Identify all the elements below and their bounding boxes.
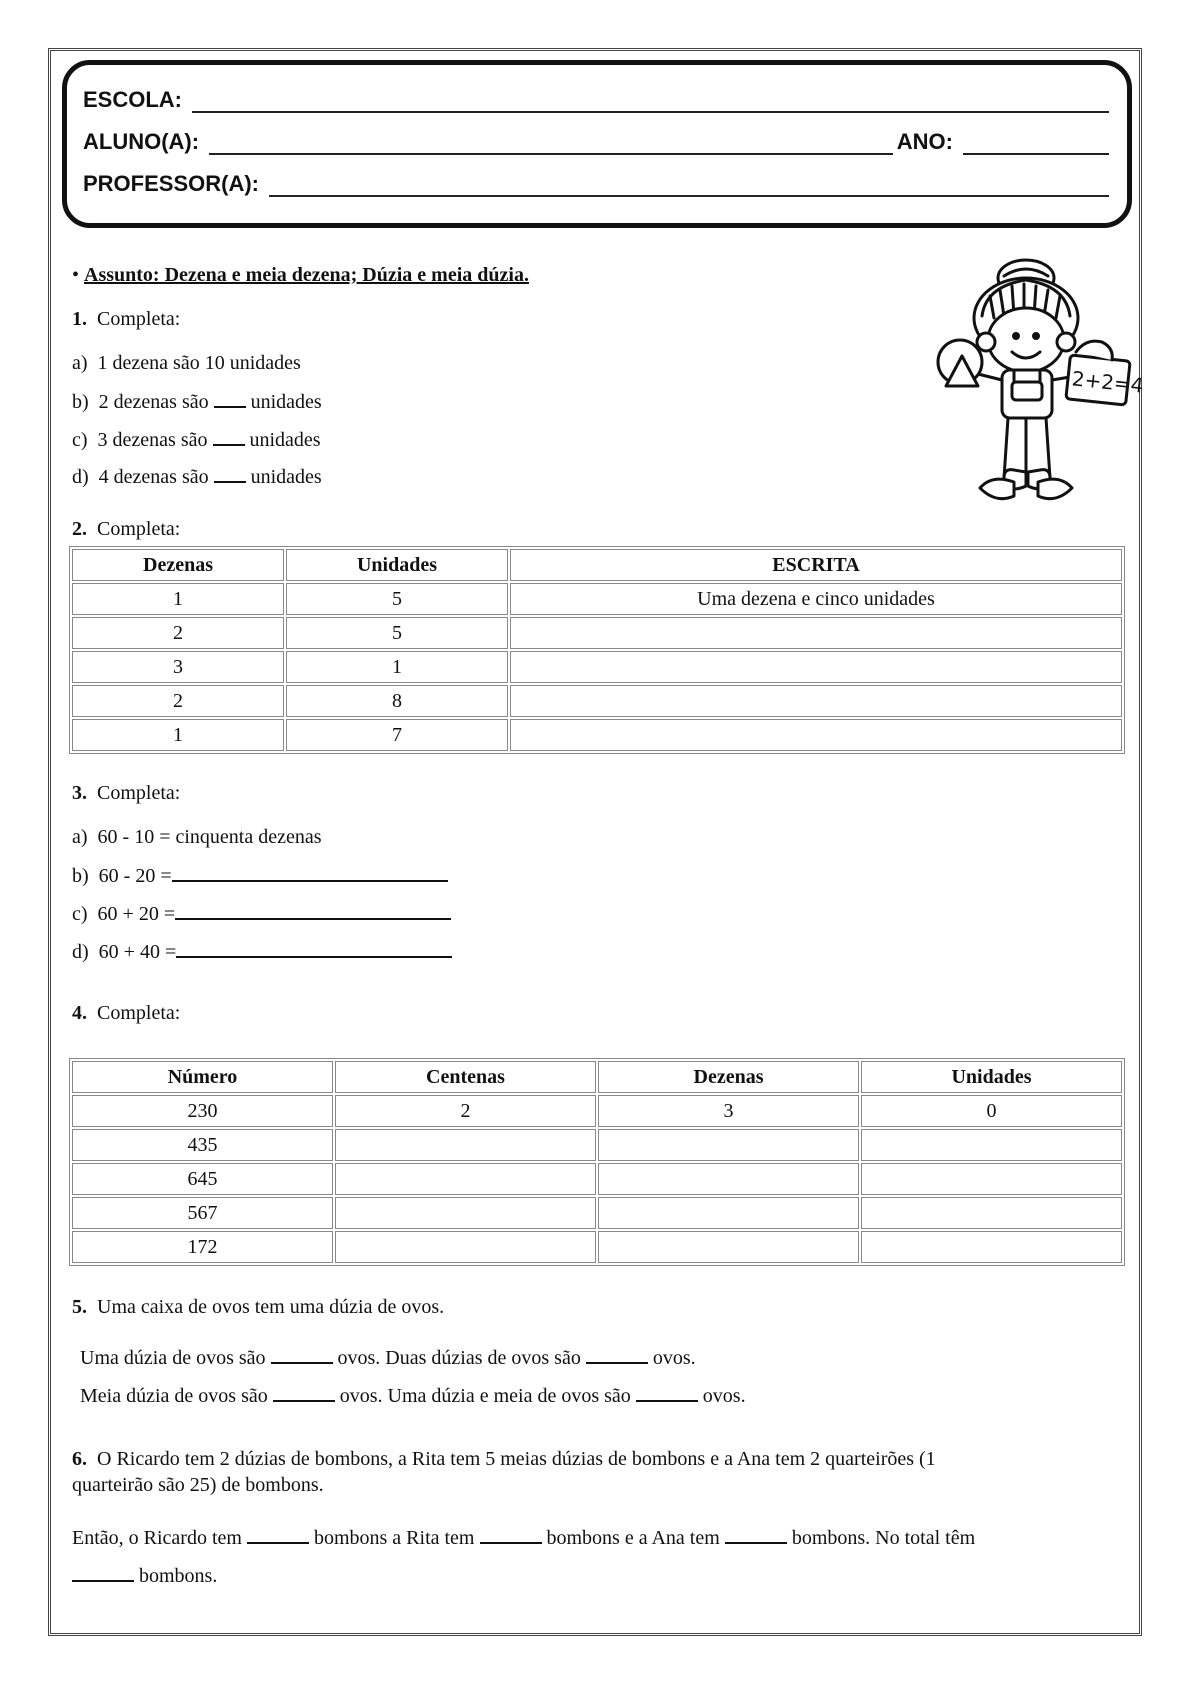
item-text: unidades bbox=[250, 391, 322, 413]
answer-blank[interactable] bbox=[725, 1526, 787, 1544]
item-letter: a) bbox=[72, 826, 88, 848]
table-header-row bbox=[72, 549, 1122, 581]
q3-number: 3. bbox=[72, 782, 87, 804]
q3-item-c bbox=[72, 902, 451, 926]
answer-cell[interactable] bbox=[861, 1163, 1122, 1195]
item-text: 60 - 10 = cinquenta dezenas bbox=[97, 826, 322, 848]
item-text: Uma dúzia de ovos são bbox=[80, 1347, 266, 1369]
q5-title: Uma caixa de ovos tem uma dúzia de ovos. bbox=[97, 1296, 445, 1318]
bullet-icon: • bbox=[72, 264, 80, 286]
item-text: ovos. Uma dúzia e meia de ovos são bbox=[339, 1385, 631, 1407]
table-cell: 3 bbox=[72, 651, 284, 683]
girl-illustration-icon bbox=[916, 256, 1145, 516]
item-letter: b) bbox=[72, 865, 89, 887]
answer-blank[interactable] bbox=[213, 428, 245, 446]
item-letter: c) bbox=[72, 429, 88, 451]
answer-cell[interactable] bbox=[598, 1129, 859, 1161]
table-cell: 5 bbox=[286, 617, 508, 649]
item-text: 60 - 20 = bbox=[98, 865, 172, 887]
table-cell: 230 bbox=[72, 1095, 333, 1127]
answer-cell[interactable] bbox=[335, 1163, 596, 1195]
answer-blank[interactable] bbox=[247, 1526, 309, 1544]
school-row bbox=[83, 87, 1109, 113]
header-box bbox=[62, 60, 1132, 228]
table-cell: 1 bbox=[286, 651, 508, 683]
q6-answer-line-1 bbox=[72, 1526, 975, 1550]
table-cell: 2 bbox=[72, 685, 284, 717]
q3-item-a bbox=[72, 826, 322, 849]
q4-title: Completa: bbox=[97, 1002, 181, 1024]
table-cell: 7 bbox=[286, 719, 508, 751]
table-cell: 3 bbox=[598, 1095, 859, 1127]
answer-cell[interactable] bbox=[335, 1231, 596, 1263]
q2-title: Completa: bbox=[97, 518, 181, 540]
answer-blank[interactable] bbox=[214, 390, 246, 408]
q1-heading bbox=[72, 308, 180, 331]
col-header: Centenas bbox=[335, 1061, 596, 1093]
q3-title: Completa: bbox=[97, 782, 181, 804]
table-cell: 0 bbox=[861, 1095, 1122, 1127]
item-text: unidades bbox=[250, 466, 322, 488]
col-header: Número bbox=[72, 1061, 333, 1093]
answer-cell[interactable] bbox=[335, 1197, 596, 1229]
table-cell: 645 bbox=[72, 1163, 333, 1195]
q1-title: Completa: bbox=[97, 308, 181, 330]
table-cell: Uma dezena e cinco unidades bbox=[510, 583, 1122, 615]
answer-blank[interactable] bbox=[72, 1564, 134, 1582]
q3-item-b bbox=[72, 864, 448, 888]
q5-line-2 bbox=[80, 1384, 746, 1408]
q2-number: 2. bbox=[72, 518, 87, 540]
item-text: unidades bbox=[249, 429, 321, 451]
answer-blank[interactable] bbox=[214, 465, 246, 483]
answer-blank[interactable] bbox=[175, 902, 451, 920]
item-text: 60 + 40 = bbox=[98, 941, 177, 963]
q3-item-d bbox=[72, 940, 452, 964]
item-text: Meia dúzia de ovos são bbox=[80, 1385, 268, 1407]
item-text: bombons. bbox=[139, 1565, 218, 1587]
q1-item-a bbox=[72, 352, 301, 375]
table-cell: 172 bbox=[72, 1231, 333, 1263]
table-header-row bbox=[72, 1061, 1122, 1093]
table-row bbox=[72, 1231, 1122, 1263]
item-letter: b) bbox=[72, 391, 89, 413]
q5-heading bbox=[72, 1296, 444, 1319]
teacher-label: PROFESSOR(A): bbox=[83, 171, 259, 196]
teacher-field[interactable] bbox=[269, 177, 1109, 197]
student-row bbox=[83, 129, 1109, 155]
q6-line-2 bbox=[72, 1474, 324, 1497]
subject-text: Assunto: Dezena e meia dezena; Dúzia e meia dúzia. bbox=[84, 264, 529, 286]
col-header: Unidades bbox=[286, 549, 508, 581]
school-field[interactable] bbox=[192, 93, 1109, 113]
q6-line-1 bbox=[72, 1448, 936, 1471]
answer-cell[interactable] bbox=[510, 651, 1122, 683]
item-text: Então, o Ricardo tem bbox=[72, 1527, 242, 1549]
year-field[interactable] bbox=[963, 135, 1109, 155]
answer-cell[interactable] bbox=[598, 1231, 859, 1263]
answer-cell[interactable] bbox=[510, 719, 1122, 751]
table-cell: 567 bbox=[72, 1197, 333, 1229]
q1-item-b bbox=[72, 390, 322, 414]
item-text: bombons a Rita tem bbox=[313, 1527, 475, 1549]
q6-text: O Ricardo tem 2 dúzias de bombons, a Rita tem 5 meias dúzias de bombons e a Ana tem 2 quarteirões (1 bbox=[97, 1448, 936, 1470]
table-cell: 435 bbox=[72, 1129, 333, 1161]
table-cell: 5 bbox=[286, 583, 508, 615]
answer-cell[interactable] bbox=[335, 1129, 596, 1161]
year-label: ANO: bbox=[896, 129, 953, 154]
q6-text: quarteirão são 25) de bombons. bbox=[72, 1474, 324, 1496]
answer-cell[interactable] bbox=[510, 617, 1122, 649]
col-header: ESCRITA bbox=[510, 549, 1122, 581]
item-letter: d) bbox=[72, 466, 89, 488]
answer-cell[interactable] bbox=[510, 685, 1122, 717]
board-text: 2+2=4 bbox=[1070, 366, 1145, 398]
answer-blank[interactable] bbox=[273, 1384, 335, 1402]
q5-number: 5. bbox=[72, 1296, 87, 1318]
q2-heading bbox=[72, 518, 180, 541]
subject-line bbox=[72, 264, 529, 287]
q3-heading bbox=[72, 782, 180, 805]
col-header: Unidades bbox=[861, 1061, 1122, 1093]
answer-cell[interactable] bbox=[598, 1197, 859, 1229]
item-text: 1 dezena são 10 unidades bbox=[97, 352, 301, 374]
table-cell: 2 bbox=[72, 617, 284, 649]
q4-heading bbox=[72, 1002, 180, 1025]
table-row bbox=[72, 617, 1122, 649]
item-letter: c) bbox=[72, 903, 88, 925]
answer-blank[interactable] bbox=[271, 1346, 333, 1364]
student-field[interactable] bbox=[209, 135, 893, 155]
q4-table bbox=[69, 1058, 1125, 1266]
q6-number: 6. bbox=[72, 1448, 87, 1470]
table-cell: 2 bbox=[335, 1095, 596, 1127]
item-letter: a) bbox=[72, 352, 88, 374]
answer-blank[interactable] bbox=[586, 1346, 648, 1364]
item-text: 4 dezenas são bbox=[98, 466, 209, 488]
table-row bbox=[72, 685, 1122, 717]
answer-cell[interactable] bbox=[861, 1231, 1122, 1263]
answer-blank[interactable] bbox=[176, 940, 452, 958]
q1-number: 1. bbox=[72, 308, 87, 330]
col-header: Dezenas bbox=[72, 549, 284, 581]
item-text: ovos. bbox=[702, 1385, 746, 1407]
item-text: ovos. Duas dúzias de ovos são bbox=[337, 1347, 581, 1369]
table-row bbox=[72, 1163, 1122, 1195]
answer-blank[interactable] bbox=[172, 864, 448, 882]
q5-line-1 bbox=[80, 1346, 696, 1370]
col-header: Dezenas bbox=[598, 1061, 859, 1093]
table-row bbox=[72, 1129, 1122, 1161]
q1-item-d bbox=[72, 465, 322, 489]
table-cell: 8 bbox=[286, 685, 508, 717]
item-text: bombons. No total têm bbox=[791, 1527, 976, 1549]
item-text: ovos. bbox=[652, 1347, 696, 1369]
answer-cell[interactable] bbox=[598, 1163, 859, 1195]
table-row bbox=[72, 1095, 1122, 1127]
table-row bbox=[72, 719, 1122, 751]
q2-table bbox=[69, 546, 1125, 754]
school-label: ESCOLA: bbox=[83, 87, 182, 112]
table-cell: 1 bbox=[72, 719, 284, 751]
student-label: ALUNO(A): bbox=[83, 129, 200, 154]
item-text: 2 dezenas são bbox=[98, 391, 209, 413]
answer-cell[interactable] bbox=[861, 1197, 1122, 1229]
q6-answer-line-2 bbox=[72, 1564, 217, 1588]
item-text: 3 dezenas são bbox=[97, 429, 208, 451]
answer-blank[interactable] bbox=[636, 1384, 698, 1402]
answer-blank[interactable] bbox=[480, 1526, 542, 1544]
table-row bbox=[72, 1197, 1122, 1229]
table-row bbox=[72, 583, 1122, 615]
item-letter: d) bbox=[72, 941, 89, 963]
table-row bbox=[72, 651, 1122, 683]
item-text: bombons e a Ana tem bbox=[546, 1527, 720, 1549]
q1-item-c bbox=[72, 428, 321, 452]
item-text: 60 + 20 = bbox=[97, 903, 176, 925]
answer-cell[interactable] bbox=[861, 1129, 1122, 1161]
q4-number: 4. bbox=[72, 1002, 87, 1024]
table-cell: 1 bbox=[72, 583, 284, 615]
teacher-row bbox=[83, 171, 1109, 197]
